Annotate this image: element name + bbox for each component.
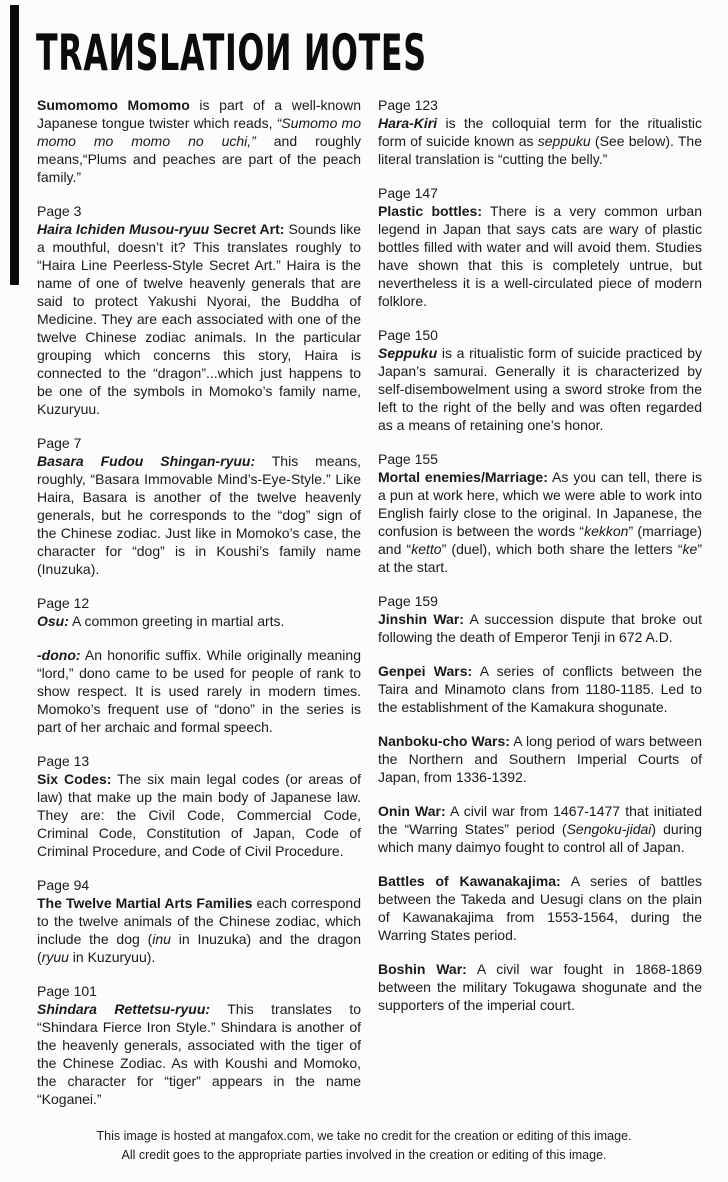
note-block [378,184,702,310]
note-block [378,960,702,1014]
note-block [37,434,361,578]
note-block [378,872,702,944]
note-block [37,876,361,966]
notes-column-left [37,96,361,1124]
note-block [37,646,361,736]
page-label: Page 150 [378,327,438,343]
hosting-disclaimer [0,1127,728,1165]
note-block [37,96,361,186]
note-text: Seppuku is a ritualistic form of suicide practiced by Japan’s samurai. Generally it is characterized by self-disembowelment using a sword stroke from the left to the right of the belly and was often regarded as a means of retaining one’s honor. [378,345,702,433]
note-block [378,450,702,576]
hosting-disclaimer-line2: All credit goes to the appropriate parties involved in the creation or editing of this image. [121,1147,607,1162]
note-block [378,592,702,646]
page-label: Page 13 [37,753,90,769]
note-text: Boshin War: A civil war fought in 1868-1869 between the military Tokugawa shogunate and the supporters of the imperial court. [378,961,703,1013]
note-text: Mortal enemies/Marriage: As you can tell, there is a pun at work here, which we were able to work into English fairly close to the original. In Japanese, the confusion is between the words “kekkon” (marriage) and “ketto” (duel), which both share the letters “ke” at the start. [378,469,702,575]
note-text: Shindara Rettetsu-ryuu: This translates to “Shindara Fierce Iron Style.” Shindara is another of the heavenly generals, associated with the tiger of the Chinese Zodiac. As with Koushi and Momoko, the character for “tiger” appears in the name “Koganei.” [37,1001,361,1107]
page-label: Page 147 [378,185,438,201]
note-text: Genpei Wars: A series of conflicts between the Taira and Minamoto clans from 1180-1185. Led to the establishment of the Kamakura shogunate. [378,663,702,715]
hosting-disclaimer-line1: This image is hosted at mangafox.com, we take no credit for the creation or editing of this image. [96,1129,632,1143]
note-block [378,662,702,716]
note-text: Battles of Kawanakajima: A series of battles between the Takeda and Uesugi clans on the plain of Kawanakajima from 1553-1564, during the Warring States period. [378,873,702,943]
page-label: Page 159 [378,593,438,609]
note-text: -dono: An honorific suffix. While originally meaning “lord,” dono came to be used for people of rank to show respect. It is used rarely in modern times. Momoko’s frequent use of “dono” in the series is part of her archaic and formal speech. [37,647,361,735]
scan-edge-artifact [10,5,19,285]
notes-column-right [378,96,702,1030]
note-block [37,594,361,630]
note-text: Nanboku-cho Wars: A long period of wars between the Northern and Southern Imperial Courts of Japan, from 1336-1392. [378,733,702,785]
note-text: Osu: A common greeting in martial arts. [37,613,285,629]
note-block [378,732,702,786]
note-text: Plastic bottles: There is a very common urban legend in Japan that says cats are wary of plastic bottles filled with water and will avoid them. Studies have shown that this is completely untrue, but nevertheless it is a well-circulated piece of modern folklore. [378,203,702,309]
page-title-text: TRAИSLATIOИ ИOTES [36,24,427,83]
page-label: Page 101 [37,983,97,999]
note-text: Basara Fudou Shingan-ryuu: This means, roughly, “Basara Immovable Mind’s-Eye-Style.” Like Haira, Basara is another of the twelve heavenly generals, but he corresponds to the “dog” sign of the Chinese zodiac. Just like in Momoko’s case, the character for “dog” is in Koushi’s family name (Inuzuka). [37,453,362,577]
note-block [37,982,361,1108]
page-label: Page 7 [37,435,82,451]
note-text: Onin War: A civil war from 1467-1477 that initiated the “Warring States” period (Sengoku-jidai) during which many daimyo fought to control all of Japan. [378,803,703,855]
note-text: Hara-Kiri is the colloquial term for the ritualistic form of suicide known as seppuku (See below). The literal translation is “cutting the belly.” [378,115,702,167]
note-text: Jinshin War: A succession dispute that broke out following the death of Emperor Tenji in 672 A.D. [378,611,702,645]
note-block [378,802,702,856]
note-text: Haira Ichiden Musou-ryuu Secret Art: Sounds like a mouthful, doesn’t it? This translates roughly to “Haira Line Peerless-Style Secret Art.” Haira is the name of one of twelve heavenly generals that are said to protect Yakushi Nyorai, the Buddha of Medicine. They are each associated with one of the twelve Chinese zodiac animals. In the particular grouping which concerns this story, Haira is connected to the “dragon”...which just happens to be one of the symbols in Momoko’s family name, Kuzuryuu. [37,221,361,417]
page-label: Page 123 [378,97,438,113]
note-block [37,202,361,418]
note-text: Sumomomo Momomo is part of a well-known Japanese tongue twister which reads, “Sumomo mo momo mo momo no uchi,” and roughly means,“Plums and peaches are part of the peach family.” [37,97,361,185]
note-text: Six Codes: The six main legal codes (or areas of law) that make up the main body of Japanese law. They are: the Civil Code, Commercial Code, Criminal Code, Constitution of Japan, Code of Criminal Procedure, and Code of Civil Procedure. [37,771,361,859]
page-label: Page 12 [37,595,90,611]
note-block [37,752,361,860]
page-title [36,24,628,83]
note-block [378,96,702,168]
note-block [378,326,702,434]
page-label: Page 155 [378,451,438,467]
page-label: Page 94 [37,877,90,893]
note-text: The Twelve Martial Arts Families each correspond to the twelve animals of the Chinese zodiac, which include the dog (inu in Inuzuka) and the dragon (ryuu in Kuzuryuu). [37,895,361,965]
page-label: Page 3 [37,203,82,219]
